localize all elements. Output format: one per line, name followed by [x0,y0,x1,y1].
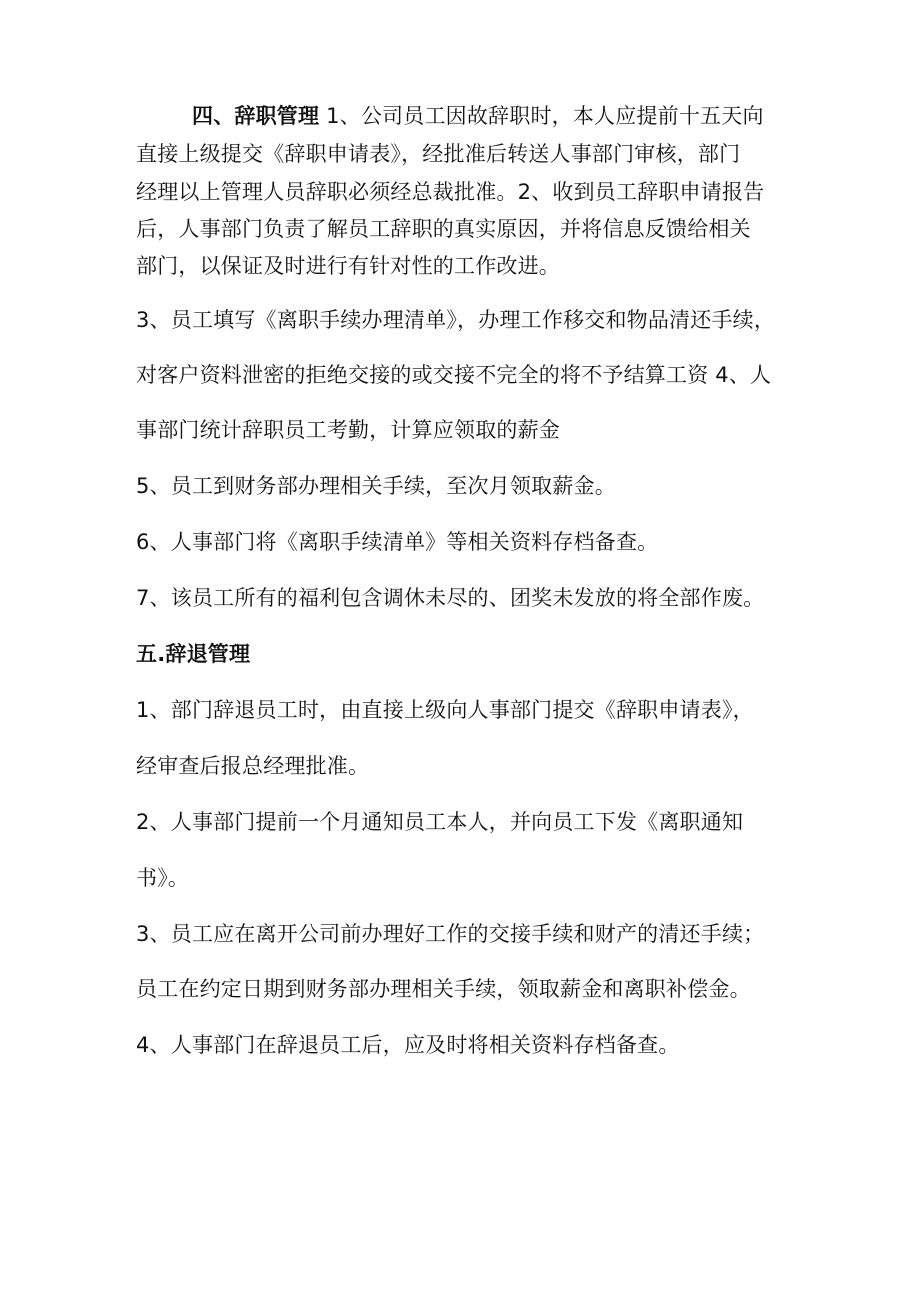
paragraph-line: 4、人事部门在辞退员工后，应及时将相关资料存档备查。 [136,1033,680,1057]
paragraph-line: 3、员工应在离开公司前办理好工作的交接手续和财产的清还手续； [136,922,765,946]
paragraph-line: 经理以上管理人员辞职必须经总裁批准。2、收到员工辞职申请报告 [136,180,765,204]
paragraph-line: 书》。 [136,866,190,890]
section-4-heading: 四、辞职管理 [192,104,320,128]
paragraph-line: 1、公司员工因故辞职时，本人应提前十五天向 [326,104,764,128]
paragraph-line: 部门，以保证及时进行有针对性的工作改进。 [136,254,560,278]
paragraph-line: 3、员工填写《离职手续办理清单》，办理工作移交和物品清还手续， [136,308,776,332]
paragraph-line: 事部门统计辞职员工考勤，计算应领取的薪金 [136,418,560,442]
paragraph-line: 7、该员工所有的福利包含调休未尽的、团奖未发放的将全部作废。 [136,586,765,610]
paragraph-line: 后，人事部门负责了解员工辞职的真实原因，并将信息反馈给相关 [136,217,751,241]
paragraph-line: 1、部门辞退员工时，由直接上级向人事部门提交《辞职申请表》， [136,698,754,722]
paragraph-line: 6、人事部门将《离职手续清单》等相关资料存档备查。 [136,530,659,554]
paragraph-line: 直接上级提交《辞职申请表》，经批准后转送人事部门审核，部门 [136,142,741,166]
paragraph-line: 经审查后报总经理批准。 [136,754,370,778]
paragraph-line: 员工在约定日期到财务部办理相关手续，领取薪金和离职补偿金。 [136,977,751,1001]
paragraph-line: 2、人事部门提前一个月通知员工本人，并向员工下发《离职通知 [136,810,744,834]
paragraph-line: 对客户资料泄密的拒绝交接的或交接不完全的将不予结算工资 4、人 [136,363,772,387]
section-4-first-line [192,101,852,131]
section-5-heading: 五.辞退管理 [136,642,251,666]
paragraph-line: 5、员工到财务部办理相关手续，至次月领取薪金。 [136,474,616,498]
